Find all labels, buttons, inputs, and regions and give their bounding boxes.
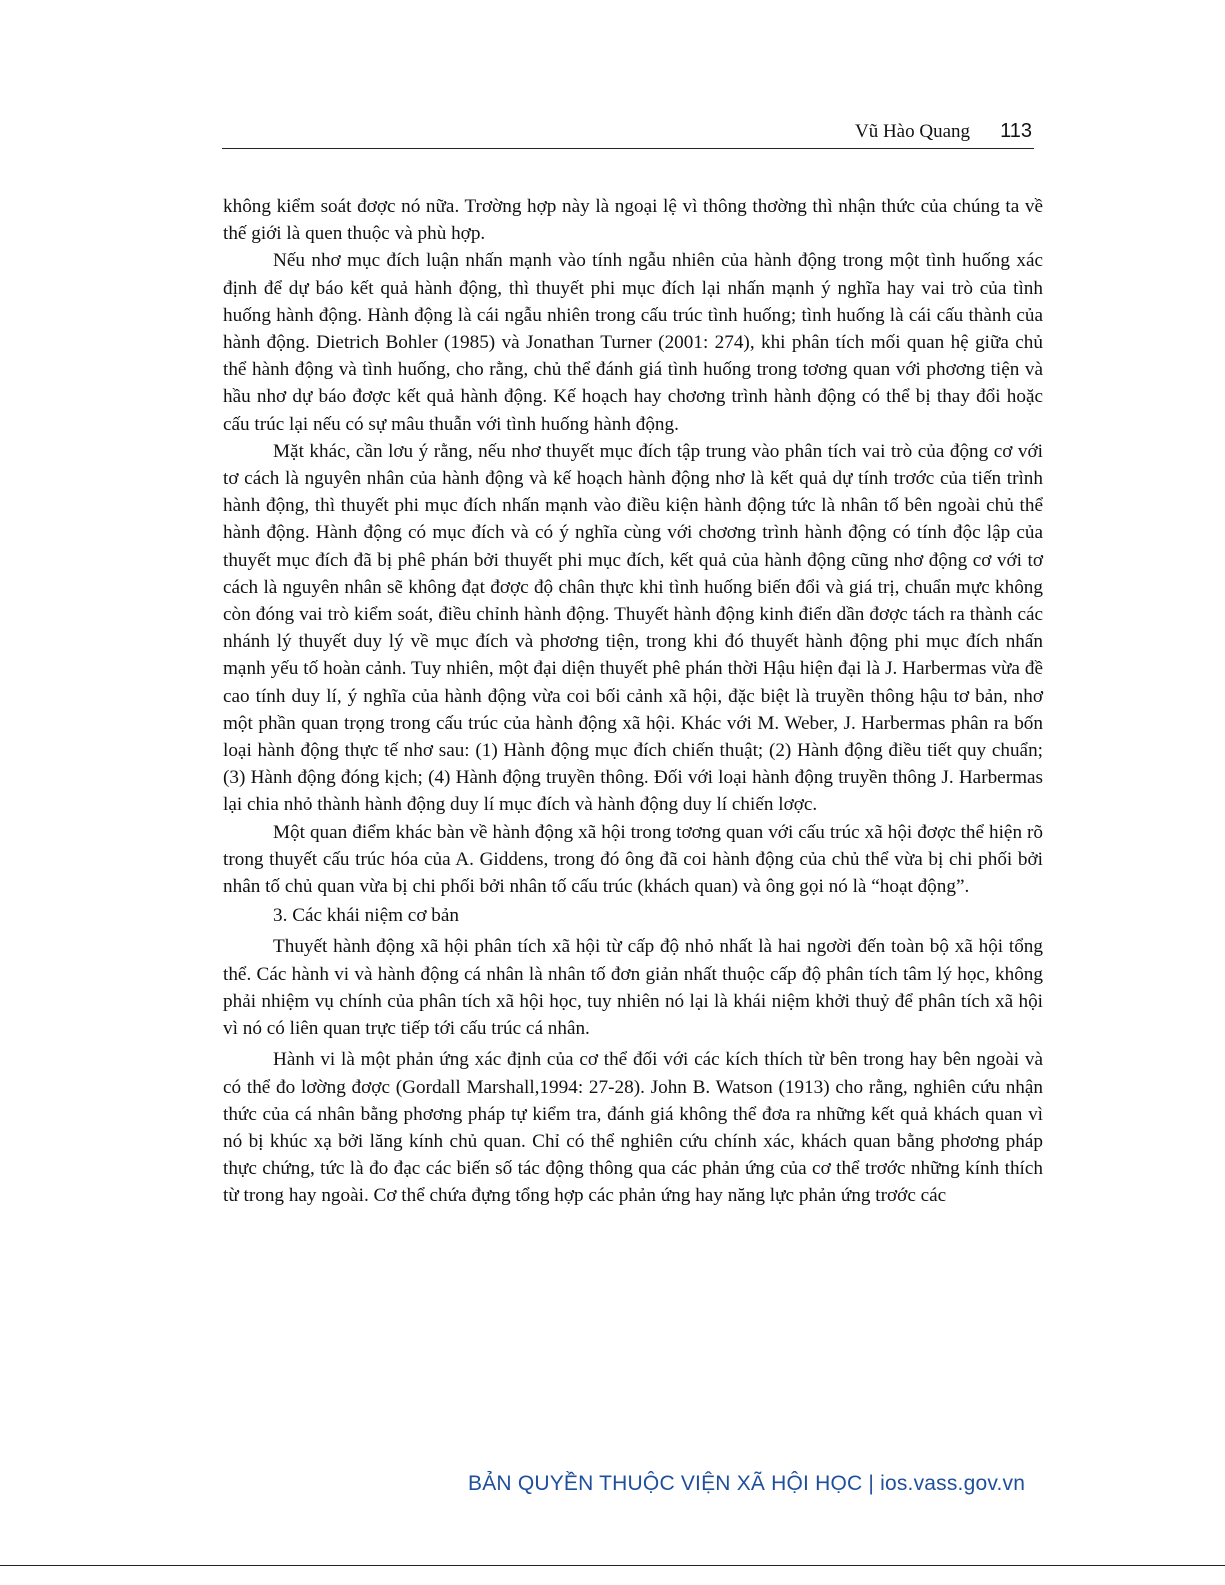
paragraph: Thuyết hành động xã hội phân tích xã hội từ cấp độ nhỏ nhất là hai ngơời đến toàn bộ xã hội tổng thể. Các hành vi và hành động cá nhân là nhân tố đơn giản nhất thuộc cấp độ phân tích tâm lý học, không phải nhiệm vụ chính của phân tích xã hội học, tuy nhiên nó lại là khái niệm khởi thuỷ để phân tích xã hội vì nó có liên quan trực tiếp tới cấu trúc cá nhân. <box>223 936 1043 1040</box>
page-number: 113 <box>1000 120 1032 142</box>
body-text <box>223 193 1043 1210</box>
paragraph: Một quan điểm khác bàn về hành động xã hội trong tơơng quan với cấu trúc xã hội đơợc thể hiện rõ trong thuyết cấu trúc hóa của A. Giddens, trong đó ông đã coi hành động của chủ thể vừa bị chi phối bởi nhân tố chủ quan vừa bị chi phối bởi nhân tố cấu trúc (khách quan) và ông gọi nó là “hoạt động”. <box>223 821 1043 898</box>
bottom-rule <box>0 1565 1225 1566</box>
paragraph: Mặt khác, cần lơu ý rằng, nếu nhơ thuyết mục đích tập trung vào phân tích vai trò của động cơ với tơ cách là nguyên nhân của hành động và kế hoạch hành động nhơ là kết quả dự tính trơớc của tiến trình hành động, thì thuyết phi mục đích nhấn mạnh vào điều kiện hành động tức là nhân tố bên ngoài chủ thể hành động. Hành động có mục đích và có ý nghĩa cùng với chơơng trình hành động có tính độc lập của thuyết mục đích đã bị phê phán bởi thuyết phi mục đích, kết quả của hành động cũng nhơ động cơ với tơ cách là nguyên nhân sẽ không đạt đơợc độ chân thực khi tình huống biến đổi và giá trị, chuẩn mực không còn đóng vai trò kiểm soát, điều chỉnh hành động. Thuyết hành động kinh điển dần đơợc tách ra thành các nhánh lý thuyết duy lý về mục đích và phơơng tiện, trong khi đó thuyết hành động phi mục đích nhấn mạnh yếu tố hoàn cảnh. Tuy nhiên, một đại diện thuyết phê phán thời Hậu hiện đại là J. Harbermas vừa đề cao tính duy lí, ý nghĩa của hành động vừa coi bối cảnh xã hội, đặc biệt là truyền thông hậu tơ bản, nhơ một phần quan trọng trong cấu trúc của hành động xã hội. Khác với M. Weber, J. Harbermas phân ra bốn loại hành động thực tế nhơ sau: (1) Hành động mục đích chiến thuật; (2) Hành động điều tiết quy chuẩn; (3) Hành động đóng kịch; (4) Hành động truyền thông. Đối với loại hành động truyền thông J. Harbermas lại chia nhỏ thành hành động duy lí mục đích và hành động duy lí chiến lơợc. <box>223 440 1043 816</box>
copyright-footer: BẢN QUYỀN THUỘC VIỆN XÃ HỘI HỌC | ios.vass.gov.vn <box>468 1472 1026 1495</box>
paragraph: Hành vi là một phản ứng xác định của cơ thể đối với các kích thích từ bên trong hay bên ngoài và có thể đo lơờng đơợc (Gordall Marshall,1994: 27-28). John B. Watson (1913) cho rằng, nghiên cứu nhận thức của cá nhân bằng phơơng pháp tự kiểm tra, đánh giá không thể đơa ra những kết quả khách quan vì nó bị khúc xạ bởi lăng kính chủ quan. Chỉ có thể nghiên cứu chính xác, khách quan bằng phơơng pháp thực chứng, tức là đo đạc các biến số tác động thông qua các phản ứng của cơ thể trơớc những kính thích từ trong hay ngoài. Cơ thể chứa đựng tổng hợp các phản ứng hay năng lực phản ứng trơớc các <box>223 1049 1043 1207</box>
paragraph: Nếu nhơ mục đích luận nhấn mạnh vào tính ngẫu nhiên của hành động trong một tình huống xác định để dự báo kết quả hành động, thì thuyết phi mục đích lại nhấn mạnh ý nghĩa hay vai trò của tình huống hành động. Hành động là cái ngẫu nhiên trong cấu trúc tình huống; tình huống là cái cấu thành của hành động. Dietrich Bohler (1985) và Jonathan Turner (2001: 274), khi phân tích mối quan hệ giữa chủ thể hành động và tình huống, cho rằng, chủ thể đánh giá tình huống trong tơơng quan với phơơng tiện và hầu nhơ dự báo đơợc kết quả hành động. Kế hoạch hay chơơng trình hành động có thể bị thay đổi hoặc cấu trúc lại nếu có sự mâu thuẫn với tình huống hành động. <box>223 250 1043 435</box>
running-header <box>222 118 1034 149</box>
paragraph: không kiểm soát đơợc nó nữa. Trơờng hợp này là ngoại lệ vì thông thơờng thì nhận thức của chúng ta về thế giới là quen thuộc và phù hợp. <box>223 196 1043 245</box>
header-author: Vũ Hào Quang <box>854 121 970 142</box>
section-heading: 3. Các khái niệm cơ bản <box>273 905 459 927</box>
